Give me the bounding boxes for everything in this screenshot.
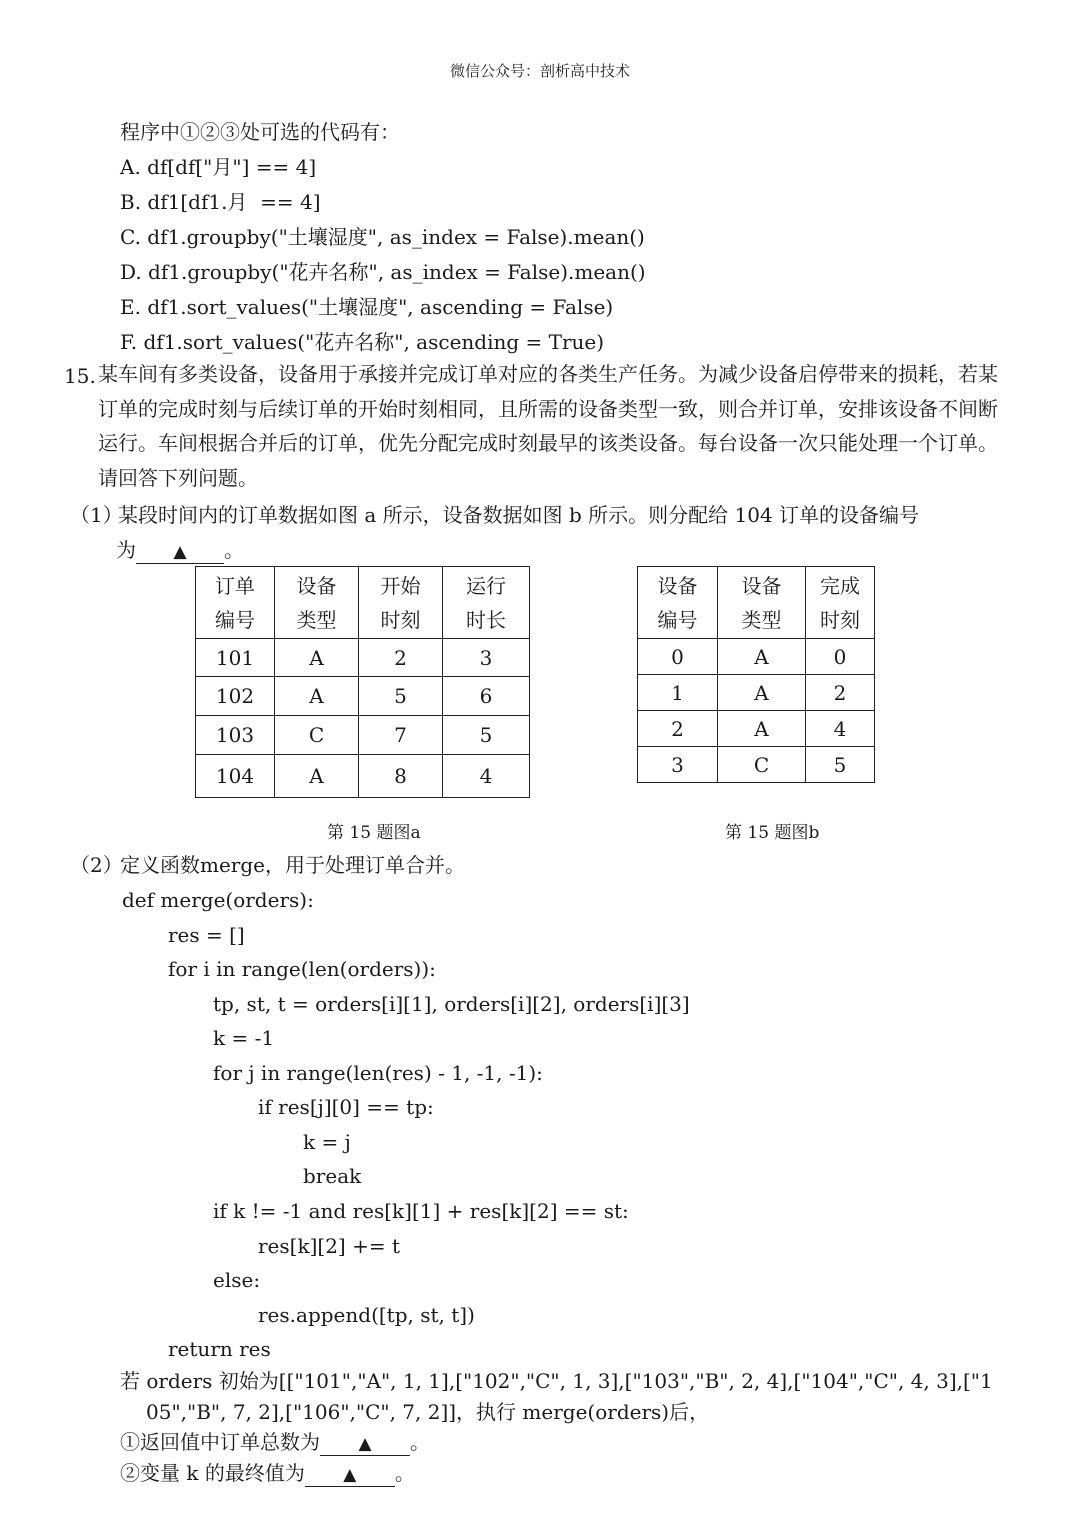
table-cell: 6 (443, 677, 530, 716)
part1-label: （1） (70, 503, 123, 527)
device-table-b (637, 566, 875, 783)
table-b-header: 设备 编号 (638, 567, 718, 639)
table-cell: 7 (359, 716, 443, 755)
code-line: for i in range(len(orders)): (168, 957, 436, 981)
sub-question-2: ②变量 k 的最终值为 ▲ 。 (120, 1461, 415, 1485)
table-cell: A (718, 711, 806, 747)
code-line: return res (168, 1337, 271, 1361)
table-row (196, 755, 530, 798)
table-cell: 5 (359, 677, 443, 716)
code-line: k = -1 (213, 1026, 275, 1050)
table-b-caption: 第 15 题图b (725, 823, 820, 843)
option-e: E. df1.sort_values("土壤湿度", ascending = False) (120, 295, 614, 319)
table-cell: A (275, 755, 359, 798)
code-line: tp, st, t = orders[i][1], orders[i][2], orders[i][3] (213, 992, 690, 1016)
part2-label: （2） (70, 853, 123, 877)
order-table-a (195, 566, 530, 798)
code-line: def merge(orders): (122, 888, 314, 912)
table-cell: 0 (638, 639, 718, 675)
table-cell: 4 (806, 711, 875, 747)
option-c: C. df1.groupby("土壤湿度", as_index = False).mean() (120, 225, 645, 249)
code-line: else: (213, 1268, 261, 1292)
table-cell: 8 (359, 755, 443, 798)
question-stem: 某车间有多类设备，设备用于承接并完成订单对应的各类生产任务。为减少设备启停带来的损耗，若某订单的完成时刻与后续订单的开始时刻相同，且所需的设备类型一致，则合并订单，安排该设备不间断运行。车间根据合并后的订单，优先分配完成时刻最早的该类设备。每台设备一次只能处理一个订单。请回答下列问题。 (98, 362, 998, 490)
table-cell: 104 (196, 755, 275, 798)
table-b-header: 完成 时刻 (806, 567, 875, 639)
option-d: D. df1.groupby("花卉名称", as_index = False).mean() (120, 260, 646, 284)
option-b: B. df1[df1.月 == 4] (120, 190, 321, 214)
answer-blank-2[interactable]: ▲ (320, 1431, 410, 1456)
table-cell: 3 (443, 639, 530, 677)
sub-question-1: ①返回值中订单总数为 ▲ 。 (120, 1430, 430, 1454)
table-a-caption: 第 15 题图a (327, 823, 421, 843)
table-a-header: 订单 编号 (196, 567, 275, 639)
table-cell: A (718, 675, 806, 711)
table-cell: 5 (806, 747, 875, 783)
table-a-header: 运行 时长 (443, 567, 530, 639)
table-cell: A (275, 677, 359, 716)
table-row (196, 716, 530, 755)
table-cell: 0 (806, 639, 875, 675)
code-line: if res[j][0] == tp: (258, 1095, 434, 1119)
code-line: res.append([tp, st, t]) (258, 1303, 475, 1327)
part1-answer-line: 为 ▲ 。 (116, 538, 244, 562)
table-cell: 103 (196, 716, 275, 755)
question-number: 15. (64, 364, 96, 388)
table-cell: 2 (806, 675, 875, 711)
table-cell: 3 (638, 747, 718, 783)
table-row (638, 675, 875, 711)
code-line: res = [] (168, 923, 245, 947)
table-cell: A (275, 639, 359, 677)
code-line: if k != -1 and res[k][1] + res[k][2] == st: (213, 1199, 629, 1223)
table-cell: C (275, 716, 359, 755)
part1-text: 某段时间内的订单数据如图 a 所示，设备数据如图 b 所示。则分配给 104 订单的设备编号 (118, 503, 920, 527)
options-intro: 程序中①②③处可选的代码有： (120, 120, 400, 144)
code-line: break (303, 1164, 362, 1188)
table-cell: 2 (638, 711, 718, 747)
table-row (196, 639, 530, 677)
table-cell: 5 (443, 716, 530, 755)
table-cell: 102 (196, 677, 275, 716)
table-cell: A (718, 639, 806, 675)
code-line: k = j (303, 1130, 351, 1154)
table-b-header: 设备 类型 (718, 567, 806, 639)
table-a-header: 开始 时刻 (359, 567, 443, 639)
code-line: for j in range(len(res) - 1, -1, -1): (213, 1061, 543, 1085)
table-row (638, 639, 875, 675)
part2-text: 定义函数merge，用于处理订单合并。 (120, 853, 465, 877)
answer-blank-1[interactable]: ▲ (136, 539, 224, 564)
table-cell: 1 (638, 675, 718, 711)
code-line: res[k][2] += t (258, 1234, 400, 1258)
page-header: 微信公众号：剖析高中技术 (449, 62, 630, 80)
table-row (196, 677, 530, 716)
option-f: F. df1.sort_values("花卉名称", ascending = True) (120, 330, 605, 354)
option-a: A. df[df["月"] == 4] (120, 155, 317, 179)
table-row (638, 747, 875, 783)
answer-blank-3[interactable]: ▲ (305, 1462, 395, 1487)
table-cell: 4 (443, 755, 530, 798)
orders-line-2: 05","B", 7, 2],["106","C", 7, 2]]，执行 merge(orders)后， (146, 1400, 710, 1424)
orders-line-1: 若 orders 初始为[["101","A", 1, 1],["102","C", 1, 3],["103","B", 2, 4],["104","C", 4, 3],["1 (120, 1369, 993, 1393)
table-a-header: 设备 类型 (275, 567, 359, 639)
table-cell: 101 (196, 639, 275, 677)
table-cell: 2 (359, 639, 443, 677)
table-cell: C (718, 747, 806, 783)
table-row (638, 711, 875, 747)
